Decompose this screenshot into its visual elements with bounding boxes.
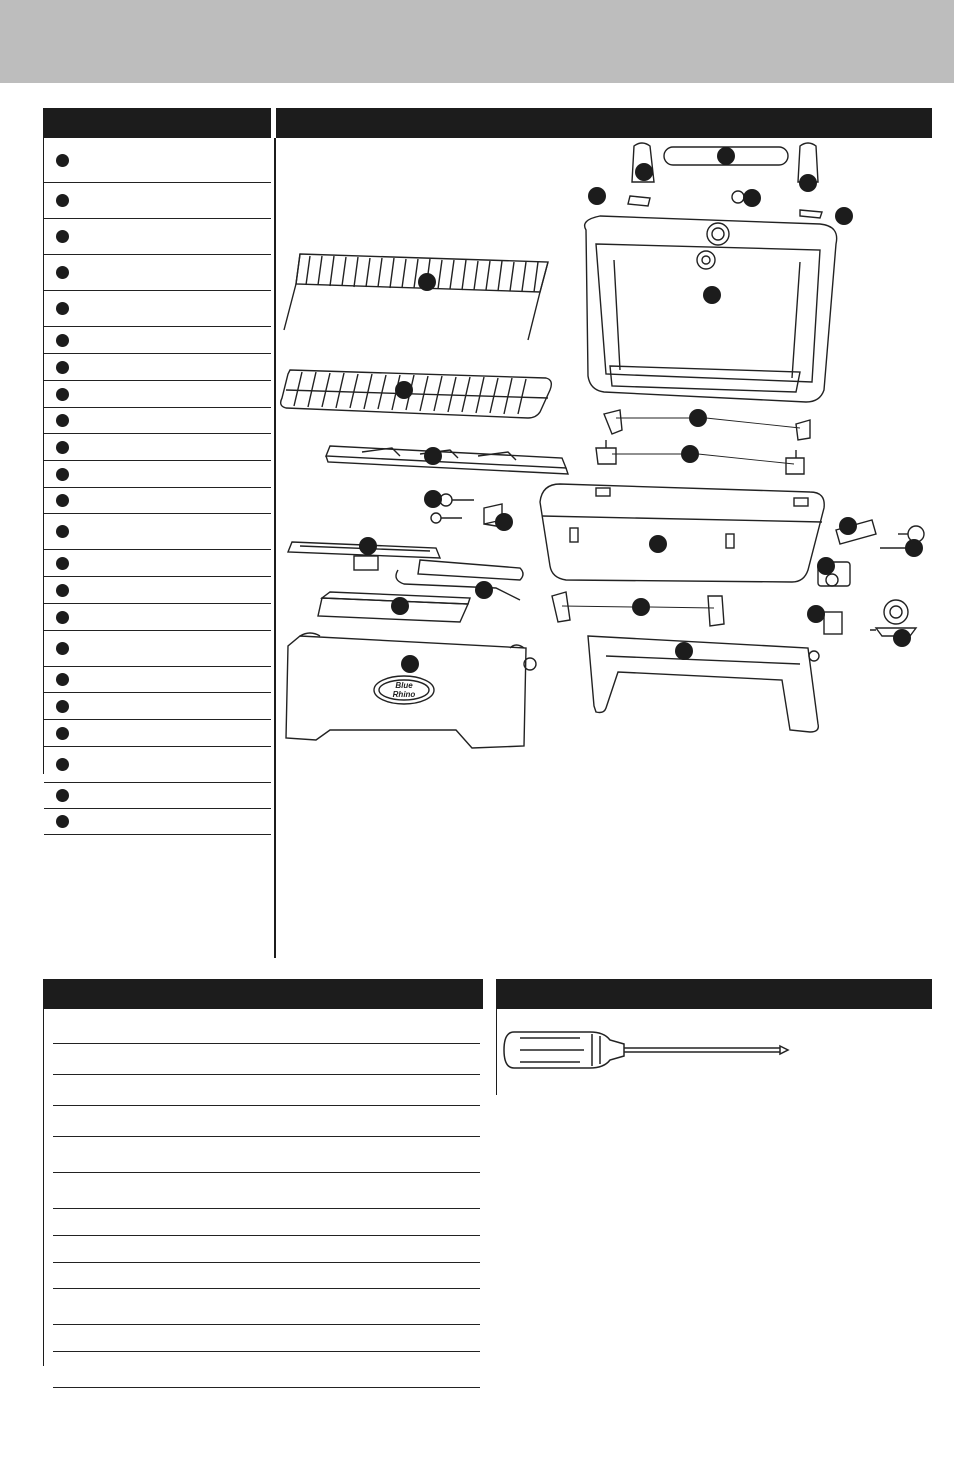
- parts-list-row: [44, 327, 271, 354]
- parts-list-header: [43, 108, 271, 138]
- callout-dot: [839, 517, 857, 535]
- callout-dot: [807, 605, 825, 623]
- control-valve-drawing: [818, 562, 916, 636]
- lid-drawing: [585, 216, 837, 402]
- parts-list-row: [44, 604, 271, 631]
- callout-dot: [391, 597, 409, 615]
- parts-list-row: [44, 408, 271, 434]
- parts-list-row: [44, 667, 271, 693]
- callout-dot: [649, 535, 667, 553]
- exploded-parts-diagram: [276, 138, 932, 958]
- callout-dot: [905, 539, 923, 557]
- hardware-left-border: [43, 1009, 44, 1366]
- part-number-dot: [56, 815, 69, 828]
- parts-list-row: [44, 720, 271, 747]
- hardware-row: [53, 1137, 480, 1173]
- hardware-row: [53, 1044, 480, 1075]
- callout-dot: [743, 189, 761, 207]
- callout-dot: [401, 655, 419, 673]
- parts-list-row: [44, 381, 271, 408]
- part-number-dot: [56, 154, 69, 167]
- callout-dot: [893, 629, 911, 647]
- parts-list-row: [44, 488, 271, 514]
- parts-list-row: [44, 693, 271, 720]
- callout-dot: [475, 581, 493, 599]
- logo-line2: Rhino: [392, 690, 416, 699]
- parts-list-row: [44, 434, 271, 461]
- part-number-dot: [56, 611, 69, 624]
- parts-list-row: [44, 631, 271, 667]
- callout-dot: [799, 174, 817, 192]
- diagram-header: [276, 108, 932, 138]
- callout-dot: [681, 445, 699, 463]
- part-number-dot: [56, 727, 69, 740]
- callout-dot: [588, 187, 606, 205]
- hardware-row: [53, 1236, 480, 1263]
- parts-list-row: [44, 747, 271, 783]
- hardware-row: [53, 1263, 480, 1289]
- callout-dot: [689, 409, 707, 427]
- parts-list-row: [44, 461, 271, 488]
- part-number-dot: [56, 414, 69, 427]
- callout-dot: [495, 513, 513, 531]
- callout-dot: [703, 286, 721, 304]
- part-number-dot: [56, 584, 69, 597]
- parts-list-row: [44, 550, 271, 577]
- parts-list-row: [44, 183, 271, 219]
- callout-dot: [424, 490, 442, 508]
- parts-list-row: [44, 138, 271, 183]
- part-number-dot: [56, 388, 69, 401]
- hardware-row: [53, 1289, 480, 1325]
- part-number-dot: [56, 642, 69, 655]
- part-number-dot: [56, 494, 69, 507]
- callout-dot: [675, 642, 693, 660]
- cooking-grate-drawing: [281, 370, 552, 418]
- callout-dot: [835, 207, 853, 225]
- parts-list-row: [44, 255, 271, 291]
- part-number-dot: [56, 230, 69, 243]
- part-number-dot: [56, 673, 69, 686]
- legs-drawing: [552, 592, 819, 732]
- part-number-dot: [56, 789, 69, 802]
- callout-dot: [632, 598, 650, 616]
- heat-tent-drawing: [326, 446, 568, 474]
- callout-markers: [359, 147, 923, 673]
- top-banner: [0, 0, 954, 83]
- callout-dot: [717, 147, 735, 165]
- part-number-dot: [56, 525, 69, 538]
- parts-list-row: [44, 514, 271, 550]
- hardware-row: [53, 1325, 480, 1352]
- parts-list-row: [44, 783, 271, 809]
- warming-rack-drawing: [284, 254, 548, 340]
- part-number-dot: [56, 334, 69, 347]
- tools-left-border: [496, 1009, 497, 1095]
- hardware-row: [53, 1009, 480, 1044]
- part-number-dot: [56, 468, 69, 481]
- hardware-row: [53, 1173, 480, 1209]
- callout-dot: [424, 447, 442, 465]
- firebox-drawing: [540, 484, 824, 582]
- part-number-dot: [56, 194, 69, 207]
- hardware-row: [53, 1209, 480, 1236]
- part-number-dot: [56, 700, 69, 713]
- part-number-dot: [56, 441, 69, 454]
- part-number-dot: [56, 557, 69, 570]
- hardware-row: [53, 1075, 480, 1106]
- parts-list-row: [44, 577, 271, 604]
- callout-dot: [418, 273, 436, 291]
- part-number-dot: [56, 266, 69, 279]
- part-number-dot: [56, 361, 69, 374]
- parts-list-row: [44, 809, 271, 835]
- parts-list-row: [44, 219, 271, 255]
- tools-header: [496, 979, 932, 1009]
- parts-list-row: [44, 291, 271, 327]
- screwdriver-icon: [500, 1020, 800, 1080]
- callout-dot: [359, 537, 377, 555]
- hardware-row: [53, 1106, 480, 1137]
- hardware-header: [43, 979, 483, 1009]
- callout-leaders: [562, 418, 800, 608]
- callout-dot: [395, 381, 413, 399]
- logo-line1: Blue: [395, 681, 413, 690]
- part-number-dot: [56, 302, 69, 315]
- callout-dot: [817, 557, 835, 575]
- parts-list-row: [44, 354, 271, 381]
- hardware-row: [53, 1352, 480, 1388]
- part-number-dot: [56, 758, 69, 771]
- callout-dot: [635, 163, 653, 181]
